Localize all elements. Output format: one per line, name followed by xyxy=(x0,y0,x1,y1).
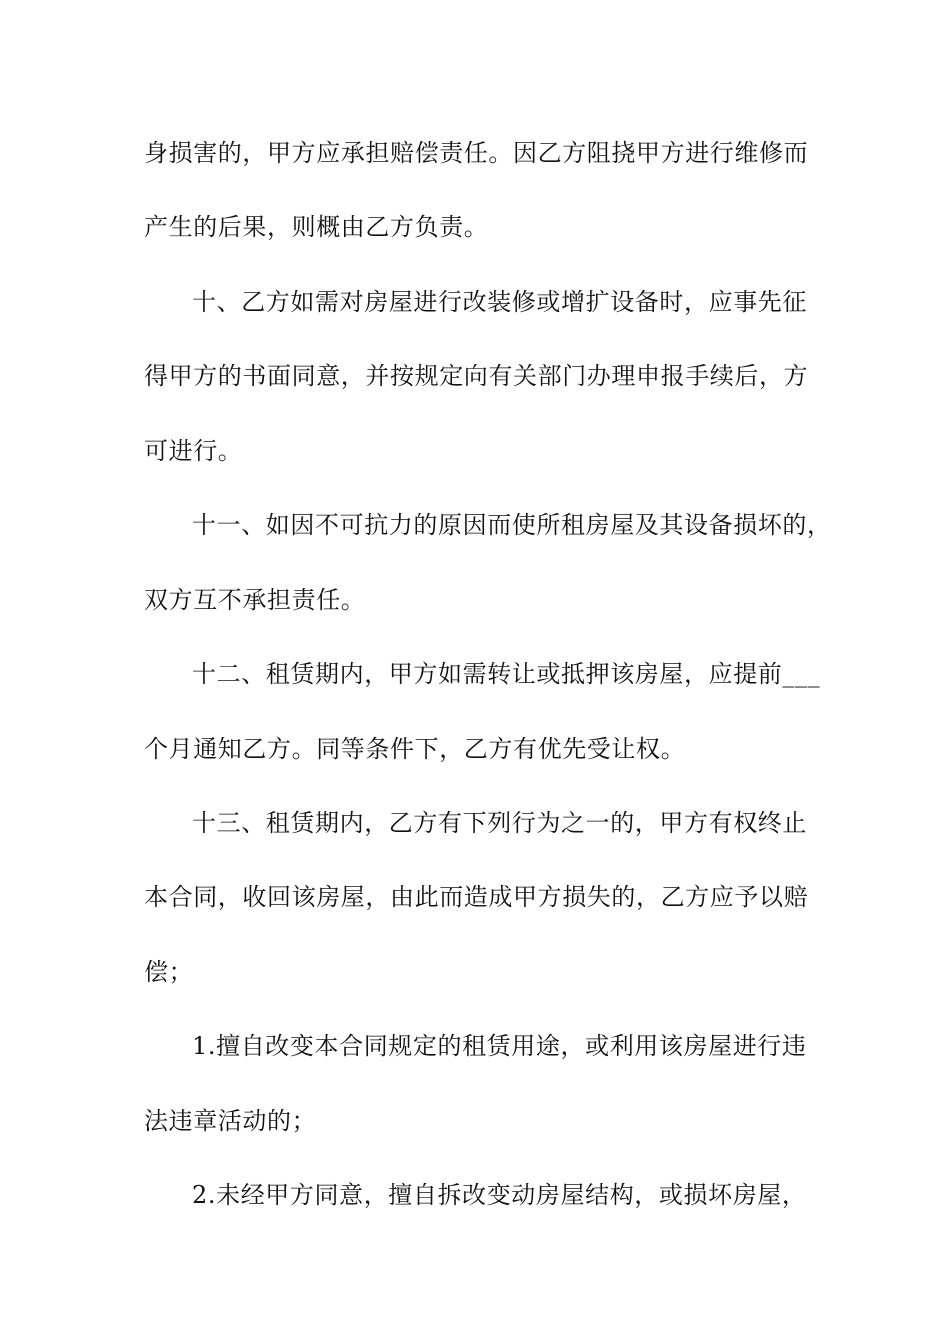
list-item-1-line: 1.擅自改变本合同规定的租赁用途，或利用该房屋进行违 xyxy=(192,1032,807,1060)
text-line: 产生的后果，则概由乙方负责。 xyxy=(144,213,489,241)
text-line: 法违章活动的； xyxy=(144,1107,317,1135)
paragraph-10-line: 十、乙方如需对房屋进行改装修或增扩设备时，应事先征 xyxy=(192,288,807,316)
text-line: 双方互不承担责任。 xyxy=(144,586,366,614)
paragraph-11-line: 十一、如因不可抗力的原因而使所租房屋及其设备损坏的， xyxy=(192,511,832,539)
text-line: 得甲方的书面同意，并按规定向有关部门办理申报手续后，方 xyxy=(144,362,809,390)
text-line: 可进行。 xyxy=(144,437,243,465)
text-line: 偿； xyxy=(144,958,194,986)
text-line: 本合同，收回该房屋，由此而造成甲方损失的，乙方应予以赔 xyxy=(144,883,809,911)
paragraph-13-line: 十三、租赁期内，乙方有下列行为之一的，甲方有权终止 xyxy=(192,809,807,837)
list-item-2-line: 2.未经甲方同意，擅自拆改变动房屋结构，或损坏房屋， xyxy=(192,1181,807,1209)
text-line: 身损害的，甲方应承担赔偿责任。因乙方阻挠甲方进行维修而 xyxy=(144,139,809,167)
text-line: 个月通知乙方。同等条件下，乙方有优先受让权。 xyxy=(144,735,686,763)
paragraph-12-line: 十二、租赁期内，甲方如需转让或抵押该房屋，应提前___ xyxy=(192,660,821,688)
